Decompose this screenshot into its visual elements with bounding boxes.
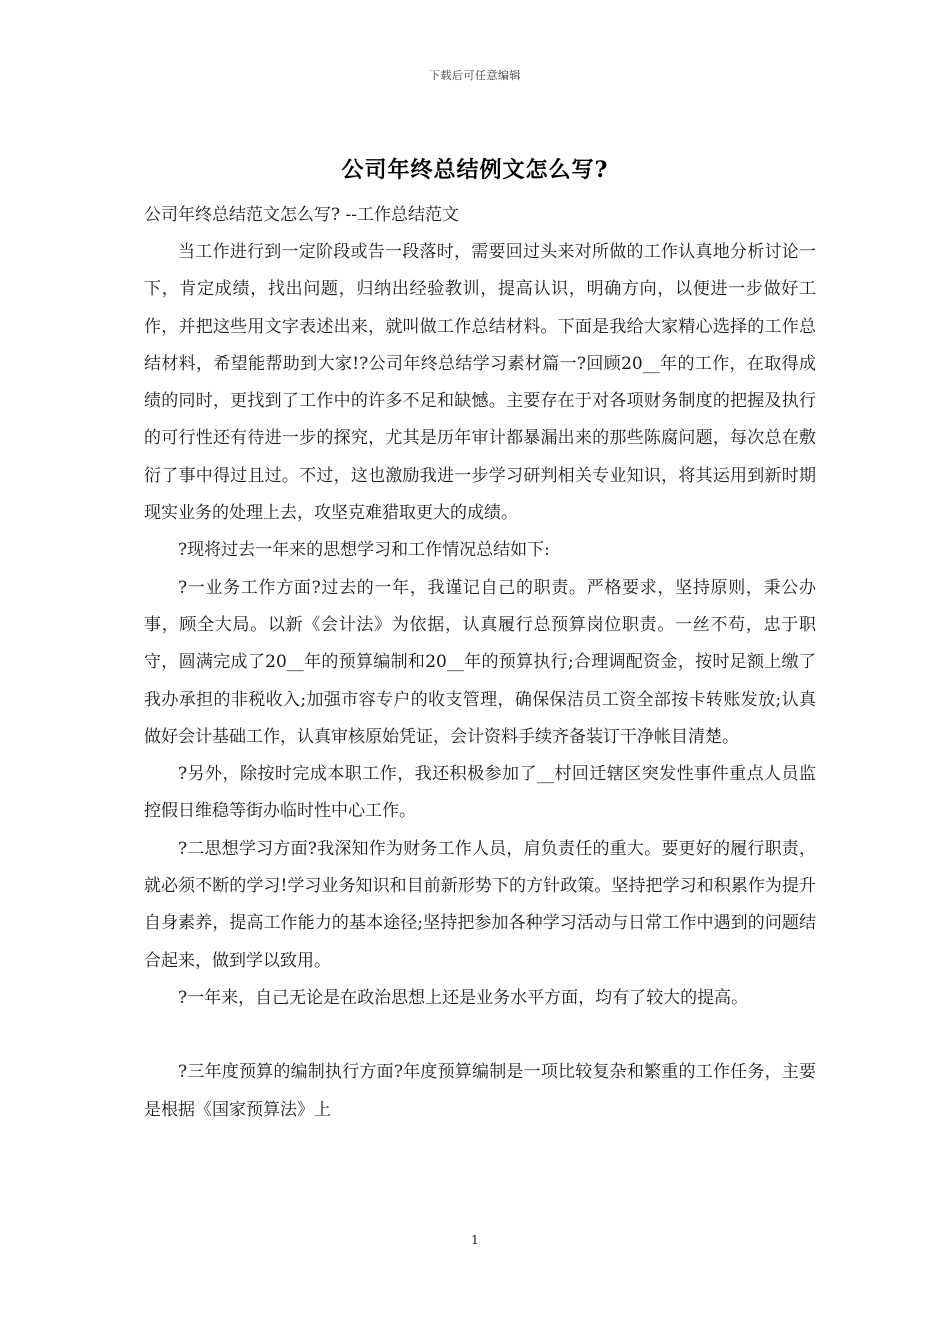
paragraph-spacer (144, 1017, 816, 1054)
paragraph-intro: 当工作进行到一定阶段或告一段落时，需要回过头来对所做的工作认真地分析讨论一下，肯定成绩，找出问题，归纳出经验教训，提高认识，明确方向，以便进一步做好工作，并把这些用文字表述出来，就叫做工作总结材料。下面是我给大家精心选择的工作总结材料，希望能帮助到大家!?公司年终总结学习素材篇一?回顾20__年的工作，在取得成绩的同时，更找到了工作中的许多不足和缺憾。主要存在于对各项财务制度的把握及执行的可行性还有待进一步的探究，尤其是历年审计都暴漏出来的那些陈腐问题，每次总在敷衍了事中得过且过。不过，这也激励我进一步学习研判相关专业知识，将其运用到新时期现实业务的处理上去，攻坚克难猎取更大的成绩。 (144, 242, 816, 524)
document-body (144, 197, 816, 1129)
document-subtitle: 公司年终总结范文怎么写? --工作总结范文 (144, 205, 460, 225)
paragraph-budget: ?三年度预算的编制执行方面?年度预算编制是一项比较复杂和繁重的工作任务，主要是根据《国家预算法》上 (144, 1062, 816, 1120)
header-note: 下载后可任意编辑 (429, 69, 521, 82)
paragraph-business-work: ?一业务工作方面?过去的一年，我谨记自己的职责。严格要求，坚持原则，秉公办事，顾全大局。以新《会计法》为依据，认真履行总预算岗位职责。一丝不苟，忠于职守，圆满完成了20__年的预算编制和20__年的预算执行;合理调配资金，按时足额上缴了我办承担的非税收入;加强市容专户的收支管理，确保保洁员工资全部按卡转账发放;认真做好会计基础工作，认真审核原始凭证，会计资料手续齐备装订干净帐目清楚。 (144, 577, 816, 747)
paragraph-improvement: ?一年来，自己无论是在政治思想上还是业务水平方面，均有了较大的提高。 (178, 987, 749, 1008)
page-title: 公司年终总结例文怎么写? (341, 157, 609, 183)
paragraph-additional-work: ?另外，除按时完成本职工作，我还积极参加了__村回迁辖区突发性事件重点人员监控假日维稳等街办临时性中心工作。 (144, 764, 816, 822)
page-number: 1 (471, 1233, 479, 1247)
paragraph-study: ?二思想学习方面?我深知作为财务工作人员，肩负责任的重大。要更好的履行职责，就必须不断的学习!学习业务知识和目前新形势下的方针政策。坚持把学习和积累作为提升自身素养，提高工作能力的基本途径;坚持把参加各种学习活动与日常工作中遇到的问题结合起来，做到学以致用。 (144, 838, 816, 971)
paragraph-summary-lead: ?现将过去一年来的思想学习和工作情况总结如下: (178, 540, 550, 561)
